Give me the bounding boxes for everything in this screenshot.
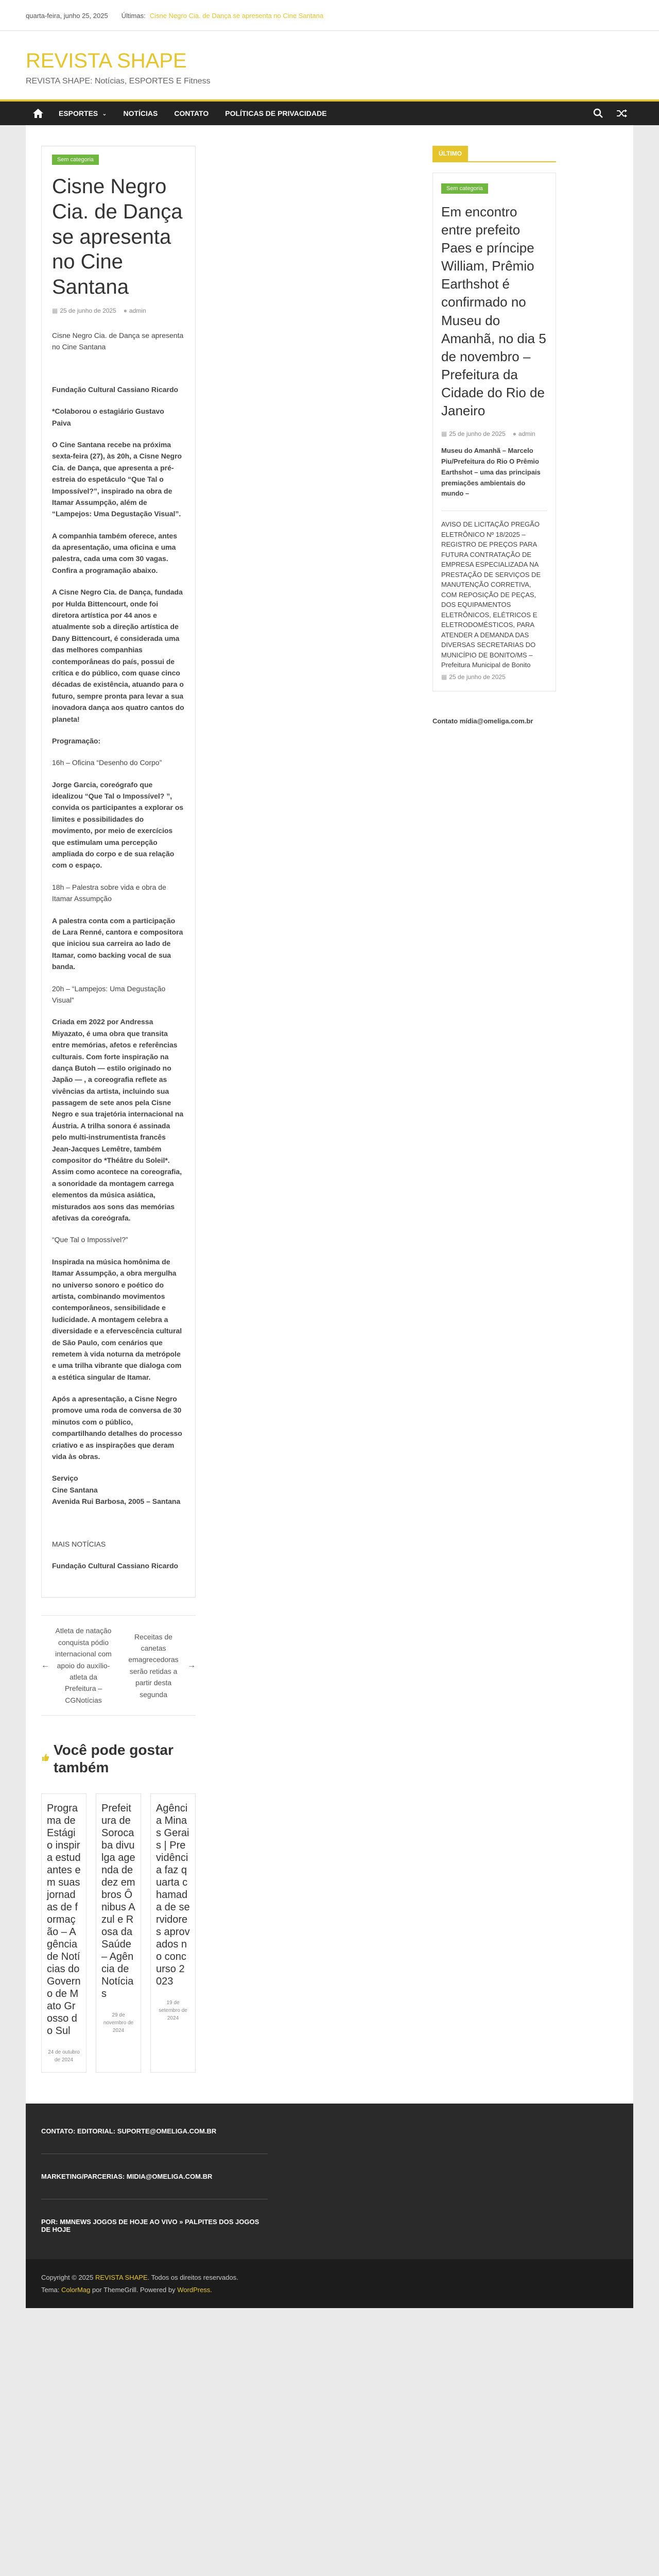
article-paragraph: Fundação Cultural Cassiano Ricardo	[52, 385, 179, 394]
calendar-icon: ▦	[441, 430, 447, 438]
sidebar	[432, 146, 618, 2073]
theme-link[interactable]: ColorMag	[61, 2285, 91, 2294]
user-icon: ●	[123, 307, 128, 314]
footer-credits: POR: MMNEWS JOGOS DE HOJE AO VIVO » PALPITES DOS JOGOS DE HOJE	[41, 2218, 259, 2234]
category-badge[interactable]: Sem categoria	[52, 155, 99, 165]
article-paragraph: MAIS NOTÍCIAS	[52, 1539, 106, 1548]
nav-item-contato[interactable]: CONTATO	[174, 109, 209, 117]
arrow-right-icon: →	[187, 1660, 196, 1670]
article-paragraph: 20h – “Lampejos: Uma Degustação Visual”	[52, 984, 166, 1004]
article-meta	[52, 307, 185, 314]
site-title[interactable]: REVISTA SHAPE	[26, 49, 187, 72]
main-navigation	[0, 99, 659, 125]
copyright	[41, 2272, 618, 2283]
nav-item-politicas[interactable]: POLÍTICAS DE PRIVACIDADE	[225, 109, 327, 117]
article-paragraph: Serviço Cine Santana Avenida Rui Barbosa, 2005 – Santana	[52, 1474, 181, 1506]
main-column	[41, 146, 417, 2073]
related-posts	[41, 1793, 196, 2073]
current-date: quarta-feira, junho 25, 2025	[26, 11, 108, 20]
sidebar-second-post-meta	[441, 673, 547, 681]
page-content	[26, 125, 633, 2104]
nav-item-noticias[interactable]: NOTÍCIAS	[123, 109, 158, 117]
sidebar-second-post-title[interactable]: AVISO DE LICITAÇÃO PREGÃO ELETRÔNICO Nº 18/2025 – REGISTRO DE PREÇOS PARA FUTURA CONTRATAÇÃO DE EMPRESA ESPECIALIZADA NA PRESTAÇÃO DE SERVIÇOS DE MANUTENÇÃO CORRETIVA, COM REPOSIÇÃO DE PEÇAS, DOS EQUIPAMENTOS ELETRÔNICOS, ELÉTRICOS E ELETRODOMÉSTICOS, PARA ATENDER A DEMANDA DAS DIVERSAS SECRETARIAS DO MUNICÍPIO DE BONITO/MS – Prefeitura Municipal de Bonito	[441, 520, 541, 669]
latest-widget	[432, 146, 556, 725]
random-post-icon[interactable]	[616, 107, 628, 120]
latest-post-card	[432, 173, 556, 691]
home-icon[interactable]	[26, 101, 50, 125]
top-bar	[0, 0, 659, 31]
related-post-card[interactable]	[96, 1793, 141, 2073]
related-post-card[interactable]	[150, 1793, 196, 2073]
article	[41, 146, 196, 1598]
previous-post-title: Atleta de natação conquista pódio internacional com apoio do auxílio-atleta da Prefeitura – CGNotícias	[55, 1626, 112, 1704]
sidebar-post-author[interactable]: admin	[518, 430, 535, 438]
article-paragraph: Após a apresentação, a Cisne Negro promove uma roda de conversa de 30 minutos com o público, compartilhando detalhes do processo criativo e as inspirações que deram vida às obras.	[52, 1395, 182, 1461]
user-icon: ●	[512, 430, 517, 438]
sidebar-post-title[interactable]: Em encontro entre prefeito Paes e príncipe William, Prêmio Earthshot é confirmado no Museu do Amanhã, no dia 5 de novembro – Prefeitura da Cidade do Rio de Janeiro	[441, 204, 546, 419]
site-description: REVISTA SHAPE: Notícias, ESPORTES E Fitness	[26, 77, 211, 86]
sidebar-post-excerpt: Museu do Amanhã – Marcelo Piu/Prefeitura do Rio O Prêmio Earthshot – uma das principais premiações ambientais do mundo –	[441, 447, 541, 498]
sidebar-category-badge[interactable]: Sem categoria	[441, 183, 488, 194]
calendar-icon: ▦	[441, 673, 447, 681]
theme-prefix: Tema:	[41, 2285, 60, 2294]
article-paragraph: A palestra conta com a participação de Lara Renné, cantora e compositora que iniciou sua carreira ao lado de Itamar, como backing vocal de sua banda.	[52, 916, 183, 971]
article-paragraph: 18h – Palestra sobre vida e obra de Itamar Assumpção	[52, 883, 166, 903]
search-icon[interactable]	[592, 107, 604, 120]
theme-credit	[41, 2284, 618, 2296]
article-paragraph: Programação:	[52, 736, 101, 745]
copyright-suffix: . Todos os direitos reservados.	[147, 2274, 238, 2282]
widget-title: ÚLTIMO	[432, 146, 468, 161]
related-post-title: Programa de Estágio inspira estudantes em suas jornadas de formação – Agência de Notícias do Governo de Mato Grosso do Sul	[47, 1803, 81, 2037]
next-post-title: Receitas de canetas emagrecedoras serão retidas a partir desta segunda	[128, 1632, 179, 1699]
related-title: Você pode gostar também	[54, 1742, 174, 1775]
post-navigation	[41, 1615, 196, 1716]
related-post-date: 29 de novembro de 2024	[103, 2012, 134, 2034]
thumbs-up-icon	[41, 1753, 49, 1764]
related-post-title: Prefeitura de Sorocaba divulga agenda de dez embros Ônibus Azul e Rosa da Saúde – Agência de Notícias	[101, 1803, 135, 2000]
latest-label: Últimas:	[121, 11, 146, 20]
sidebar-contact: Contato mídia@omeliga.com.br	[432, 717, 533, 725]
article-paragraph: *Colaborou o estagiário Gustavo Paiva	[52, 407, 164, 427]
article-paragraph: Inspirada na música homônima de Itamar Assumpção, a obra mergulha no universo sonoro e poético do artista, combinando movimentos contemporâneos, sensibilidade e ludicidade. A montagem celebra a diversidade e a efervescência cultural de São Paulo, com cenários que remetem à vida noturna da metrópole e uma trilha vibrante que dialoga com a estética singular de Itamar.	[52, 1257, 182, 1381]
copyright-site-link[interactable]: REVISTA SHAPE	[95, 2274, 148, 2282]
latest-news-link[interactable]: Cisne Negro Cia. de Dança se apresenta no Cine Santana	[149, 11, 324, 20]
wordpress-link[interactable]: WordPress.	[177, 2285, 212, 2294]
chevron-down-icon: ⌄	[102, 110, 107, 117]
calendar-icon: ▦	[52, 307, 58, 314]
related-post-title: Agência Minas Gerais | Previdência faz quarta chamada de servidores aprovados no concurso 2023	[156, 1803, 190, 1988]
footer-bottom	[26, 2259, 633, 2308]
article-paragraph: Fundação Cultural Cassiano Ricardo	[52, 1561, 179, 1570]
sidebar-second-post-date[interactable]: 25 de junho de 2025	[449, 673, 506, 681]
related-post-card[interactable]	[41, 1793, 86, 2073]
article-paragraph: A companhia também oferece, antes da apresentação, uma oficina e uma palestra, cada uma com 30 vagas. Confira a programação abaixo.	[52, 531, 178, 574]
footer	[26, 2104, 633, 2259]
article-paragraph: Cisne Negro Cia. de Dança se apresenta no Cine Santana	[52, 331, 184, 351]
article-title: Cisne Negro Cia. de Dança se apresenta no Cine Santana	[52, 175, 183, 299]
article-paragraph: A Cisne Negro Cia. de Dança, fundada por Hulda Bittencourt, onde foi diretora artística por 44 anos e atualmente sob a direção artística de Dany Bittencourt, é considerada uma das melhores companhias contemporâneas do país, possui de crítica e do público, com quase cinco décadas de existência, atuando para o futuro, sempre pronta para levar a sua inovadora dança aos quatro cantos do planeta!	[52, 588, 184, 723]
article-body	[52, 330, 185, 1571]
copyright-prefix: Copyright © 2025	[41, 2274, 94, 2282]
next-post-link[interactable]	[124, 1625, 196, 1706]
site-header	[0, 31, 659, 99]
related-post-date: 19 de setembro de 2024	[159, 2000, 187, 2022]
related-heading	[41, 1741, 196, 1776]
nav-item-esportes[interactable]: ESPORTES ⌄	[59, 109, 107, 117]
article-date[interactable]: 25 de junho de 2025	[60, 307, 116, 314]
article-paragraph: Criada em 2022 por Andressa Miyazato, é uma obra que transita entre memórias, afetos e referências culturais. Com forte inspiração na dança Butoh — estilo originado no Japão — , a coreografia reflete as vivências da artista, incluindo sua passagem de sete anos pela Cisne Negro e sua trajetória internacional na Áustria. A trilha sonora é assinada pelo multi-instrumentista francês Jean-Jacques Lemêtre, também compositor do *Théâtre du Soleil*. Assim como acontece na coreografia, a sonoridade da montagem carrega elementos da música asiática, misturados aos sons das memórias afetivas da coreógrafa.	[52, 1018, 184, 1222]
arrow-left-icon: ←	[41, 1660, 49, 1670]
sidebar-post-meta	[441, 430, 547, 437]
theme-by: por ThemeGrill. Powered by	[92, 2285, 176, 2294]
article-paragraph: “Que Tal o Impossível?”	[52, 1235, 128, 1244]
previous-post-link[interactable]	[41, 1625, 113, 1706]
article-author[interactable]: admin	[129, 307, 146, 314]
article-paragraph: O Cine Santana recebe na próxima sexta-feira (27), às 20h, a Cisne Negro Cia. de Dança, que apresenta a pré-estreia do espetáculo “Que Tal o Impossível?”, inspirado na obra de Itamar Assumpção, além de “Lampejos: Uma Degustação Visual”.	[52, 440, 182, 518]
footer-contact: CONTATO: EDITORIAL: SUPORTE@OMELIGA.COM.BR	[41, 2127, 268, 2154]
article-paragraph: Jorge Garcia, coreógrafo que idealizou “Que Tal o Impossível? ”, convida os participantes a explorar os limites e possibilidades do movimento, por meio de exercícios que estimulam uma percepção ampliada do corpo e de sua relação com o espaço.	[52, 780, 184, 870]
footer-marketing: MARKETING/PARCERIAS: MIDIA@OMELIGA.COM.BR	[41, 2173, 268, 2199]
widget-divider	[432, 161, 556, 162]
article-paragraph: 16h – Oficina “Desenho do Corpo”	[52, 758, 162, 767]
related-post-date: 24 de outubro de 2024	[48, 2049, 80, 2063]
sidebar-post-date[interactable]: 25 de junho de 2025	[449, 430, 506, 438]
